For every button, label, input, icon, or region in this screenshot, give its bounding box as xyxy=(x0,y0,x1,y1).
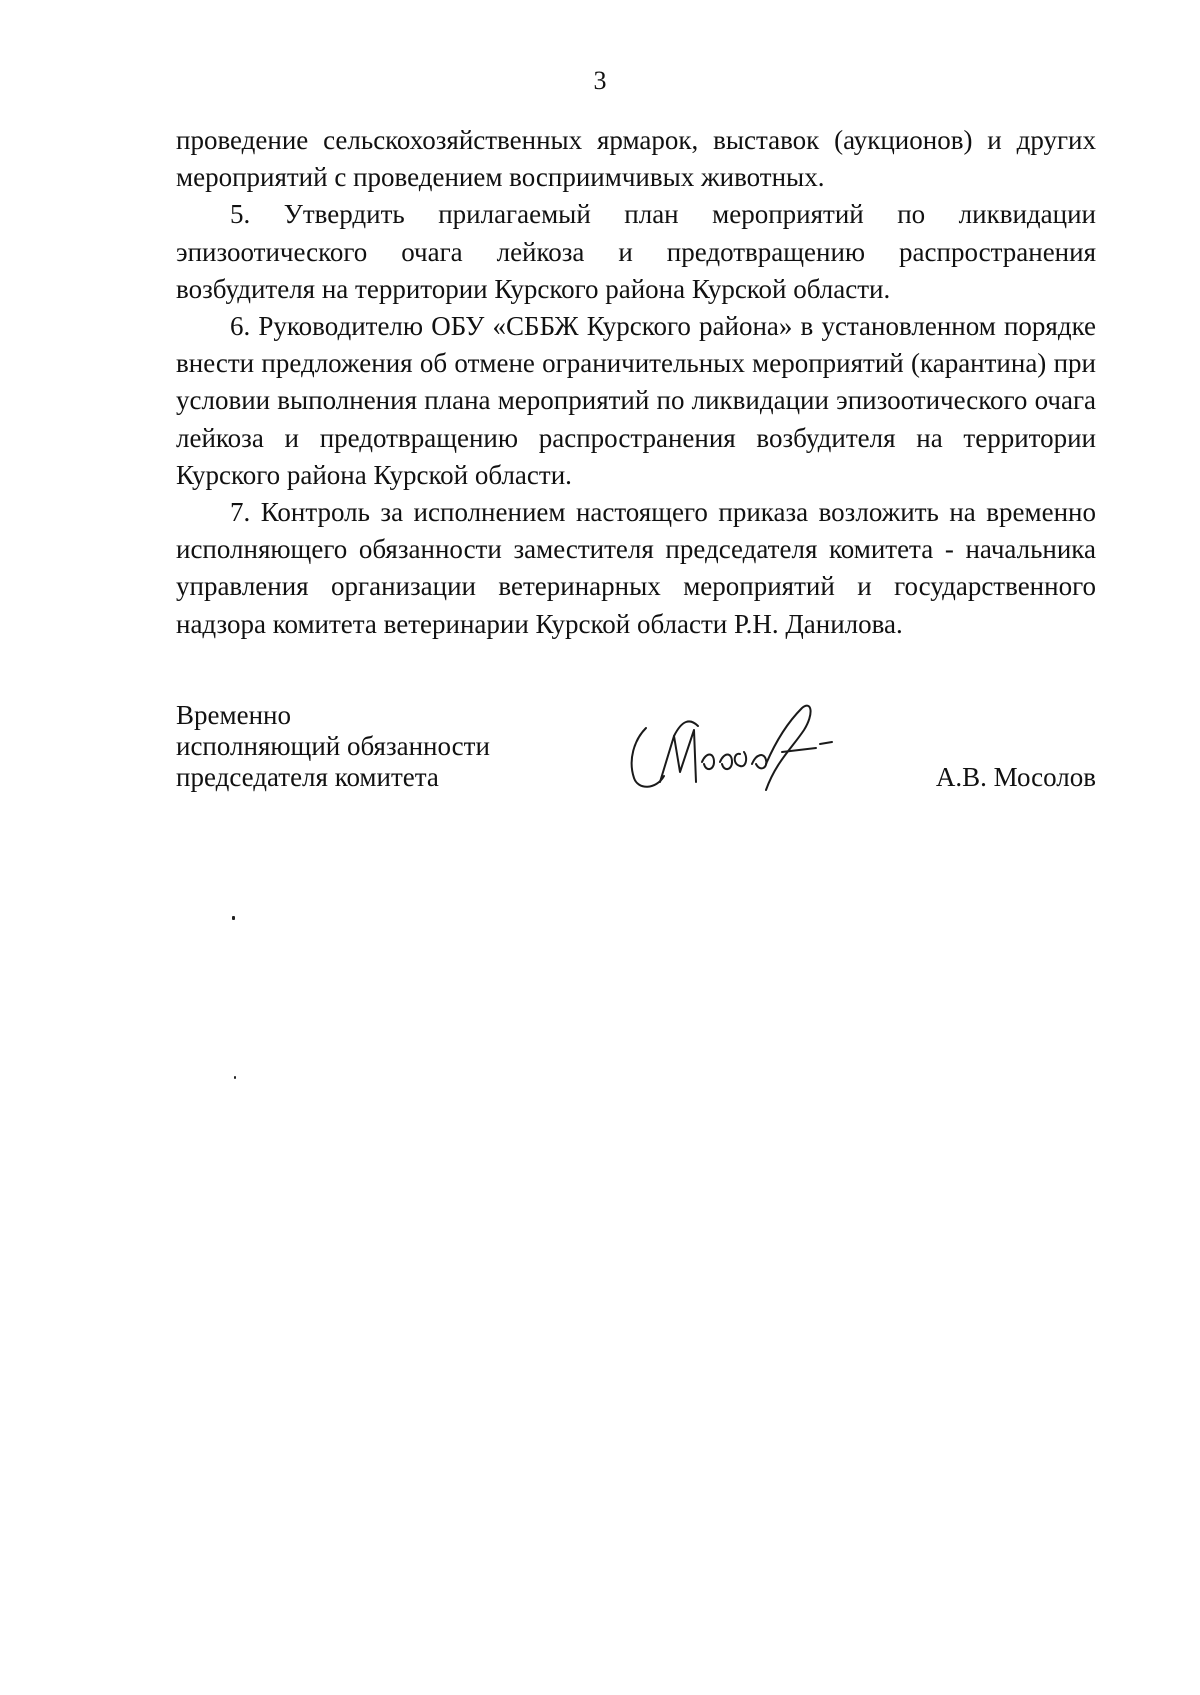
paragraph-item-7: 7. Контроль за исполнением настоящего приказа возложить на временно исполняющего обязанности заместителя председателя комитета - начальника управления организации ветеринарных мероприятий и государственного надзора комитета ветеринарии Курской области Р.Н. Данилова. xyxy=(176,497,1096,639)
paragraph-continuation: проведение сельскохозяйственных ярмарок, выставок (аукционов) и других мероприятий с проведением восприимчивых животных. xyxy=(176,125,1096,193)
signer-title-line: исполняющий обязанности xyxy=(176,731,490,761)
signer-title-line: председателя комитета xyxy=(176,762,439,792)
signer-title xyxy=(176,700,490,793)
paragraph-item-5: 5. Утвердить прилагаемый план мероприятий по ликвидации эпизоотического очага лейкоза и предотвращению распространения возбудителя на территории Курского района Курской области. xyxy=(176,199,1096,304)
signature-block xyxy=(176,700,1096,810)
document-body xyxy=(176,122,1096,643)
paragraph-item-6: 6. Руководителю ОБУ «СББЖ Курского района» в установленном порядке внести предложения об отмене ограничительных мероприятий (карантина) при условии выполнения плана мероприятий по ликвидации эпизоотического очага лейкоза и предотвращению распространения возбудителя на территории Курского района Курской области. xyxy=(176,311,1096,490)
scan-speck xyxy=(232,916,235,920)
page-number: 3 xyxy=(593,66,607,95)
scan-speck xyxy=(234,1076,236,1079)
handwritten-signature xyxy=(616,690,856,800)
signer-title-line: Временно xyxy=(176,700,291,730)
signer-name: А.В. Мосолов xyxy=(935,762,1096,792)
